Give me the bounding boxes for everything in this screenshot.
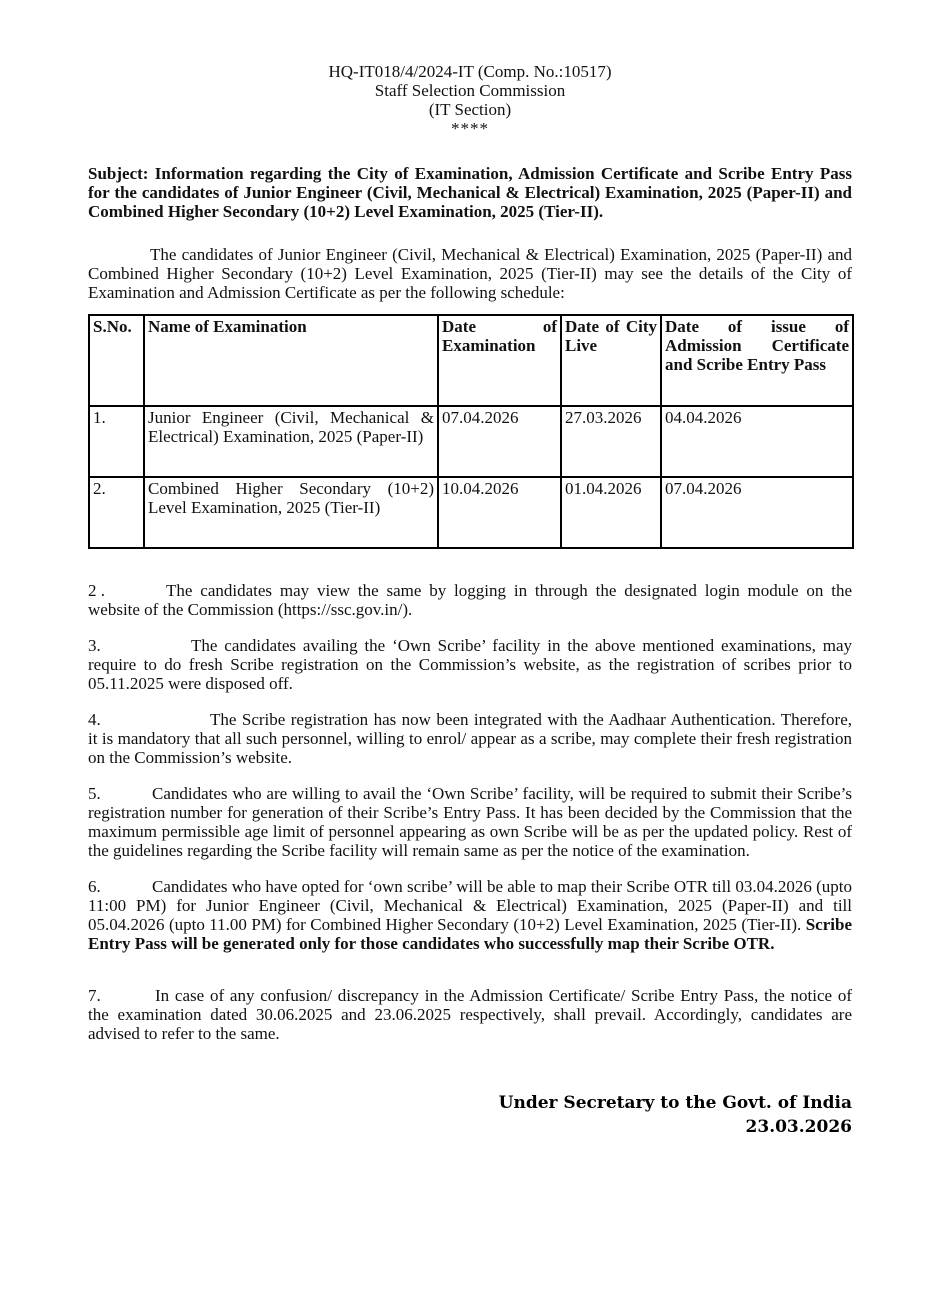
- signature-block: [88, 1091, 852, 1139]
- paragraph-number: 4.: [88, 710, 101, 729]
- paragraph-number: 7.: [88, 986, 101, 1005]
- cell-sno: 1.: [89, 406, 144, 477]
- cell-city-live: 27.03.2026: [561, 406, 661, 477]
- cell-exam-date: 10.04.2026: [438, 477, 561, 548]
- header-city-live: Date of City Live: [561, 315, 661, 406]
- paragraph-2: [88, 581, 852, 619]
- subject-line: Subject: Information regarding the City of Examination, Admission Certificate and Scribe Entry Pass for the candidates of Junior Engineer (Civil, Mechanical & Electrical) Examination, 2025 (Paper-II) and Combined Higher Secondary (10+2) Level Examination, 2025 (Tier-II).: [88, 164, 852, 221]
- paragraph-7: [88, 986, 852, 1043]
- paragraph-number: 2 .: [88, 581, 105, 600]
- paragraph-3: [88, 636, 852, 693]
- signature-date: 23.03.2026: [745, 1117, 852, 1137]
- cell-city-live: 01.04.2026: [561, 477, 661, 548]
- paragraph-5: [88, 784, 852, 860]
- paragraph-text: Candidates who are willing to avail the ‘Own Scribe’ facility, will be required to submit their Scribe’s registration number for generation of their Scribe’s Entry Pass. It has been decided by the Commission that the maximum permissible age limit of personnel appearing as own Scribe will be as per the updated policy. Rest of the guidelines regarding the Scribe facility will remain same as per the notice of the examination.: [88, 784, 852, 860]
- paragraph-text: The candidates availing the ‘Own Scribe’ facility in the above mentioned examinations, may require to do fresh Scribe registration on the Commission’s website, as the registration of scribes prior to 05.11.2025 were disposed off.: [88, 636, 852, 693]
- table-header-row: [89, 315, 853, 406]
- paragraph-text: In case of any confusion/ discrepancy in the Admission Certificate/ Scribe Entry Pass, the notice of the examination dated 30.06.2025 and 23.06.2025 respectively, shall prevail. Accordingly, candidates are advised to refer to the same.: [88, 986, 852, 1043]
- paragraph-number: 5.: [88, 784, 101, 803]
- header-sno: S.No.: [89, 315, 144, 406]
- intro-paragraph: The candidates of Junior Engineer (Civil, Mechanical & Electrical) Examination, 2025 (Paper-II) and Combined Higher Secondary (10+2) Level Examination, 2025 (Tier-II) may see the details of the City of Examination and Admission Certificate as per the following schedule:: [88, 245, 852, 302]
- organization-name: Staff Selection Commission: [374, 81, 566, 100]
- reference-number: HQ-IT018/4/2024-IT (Comp. No.:10517): [328, 62, 612, 81]
- cell-sno: 2.: [89, 477, 144, 548]
- table-row: [89, 477, 853, 548]
- cell-issue-date: 04.04.2026: [661, 406, 853, 477]
- paragraph-text: Candidates who have opted for ‘own scribe’ will be able to map their Scribe OTR till 03.04.2026 (upto 11:00 PM) for Junior Engineer (Civil, Mechanical & Electrical) Examination, 2025 (Paper-II) and till 05.04.2026 (upto 11.00 PM) for Combined Higher Secondary (10+2) Level Examination, 2025 (Tier-II).: [88, 877, 852, 934]
- cell-issue-date: 07.04.2026: [661, 477, 853, 548]
- paragraph-number: 6.: [88, 877, 101, 896]
- paragraph-text: The Scribe registration has now been integrated with the Aadhaar Authentication. Therefore, it is mandatory that all such personnel, willing to enrol/ appear as a scribe, may complete their fresh registration on the Commission’s website.: [88, 710, 852, 767]
- paragraph-number: 3.: [88, 636, 101, 655]
- header-issue-date: Date of issue of Admission Certificate and Scribe Entry Pass: [661, 315, 853, 406]
- paragraph-text: The candidates may view the same by logging in through the designated login module on the website of the Commission (https://ssc.gov.in/).: [88, 581, 852, 619]
- paragraph-bold-text: Scribe Entry Pass will be generated only for those candidates who successfully map their Scribe OTR.: [88, 915, 852, 953]
- document-header: [88, 62, 852, 138]
- cell-exam-name: Junior Engineer (Civil, Mechanical & Electrical) Examination, 2025 (Paper-II): [144, 406, 438, 477]
- paragraph-4: [88, 710, 852, 767]
- header-exam-date: Date of Examination: [438, 315, 561, 406]
- separator-stars: ****: [451, 119, 489, 138]
- signatory-designation: Under Secretary to the Govt. of India: [498, 1093, 852, 1113]
- cell-exam-date: 07.04.2026: [438, 406, 561, 477]
- cell-exam-name: Combined Higher Secondary (10+2) Level Examination, 2025 (Tier-II): [144, 477, 438, 548]
- paragraph-6: [88, 877, 852, 953]
- exam-schedule-table: [88, 314, 854, 549]
- header-exam-name: Name of Examination: [144, 315, 438, 406]
- section-name: (IT Section): [428, 100, 512, 119]
- table-row: [89, 406, 853, 477]
